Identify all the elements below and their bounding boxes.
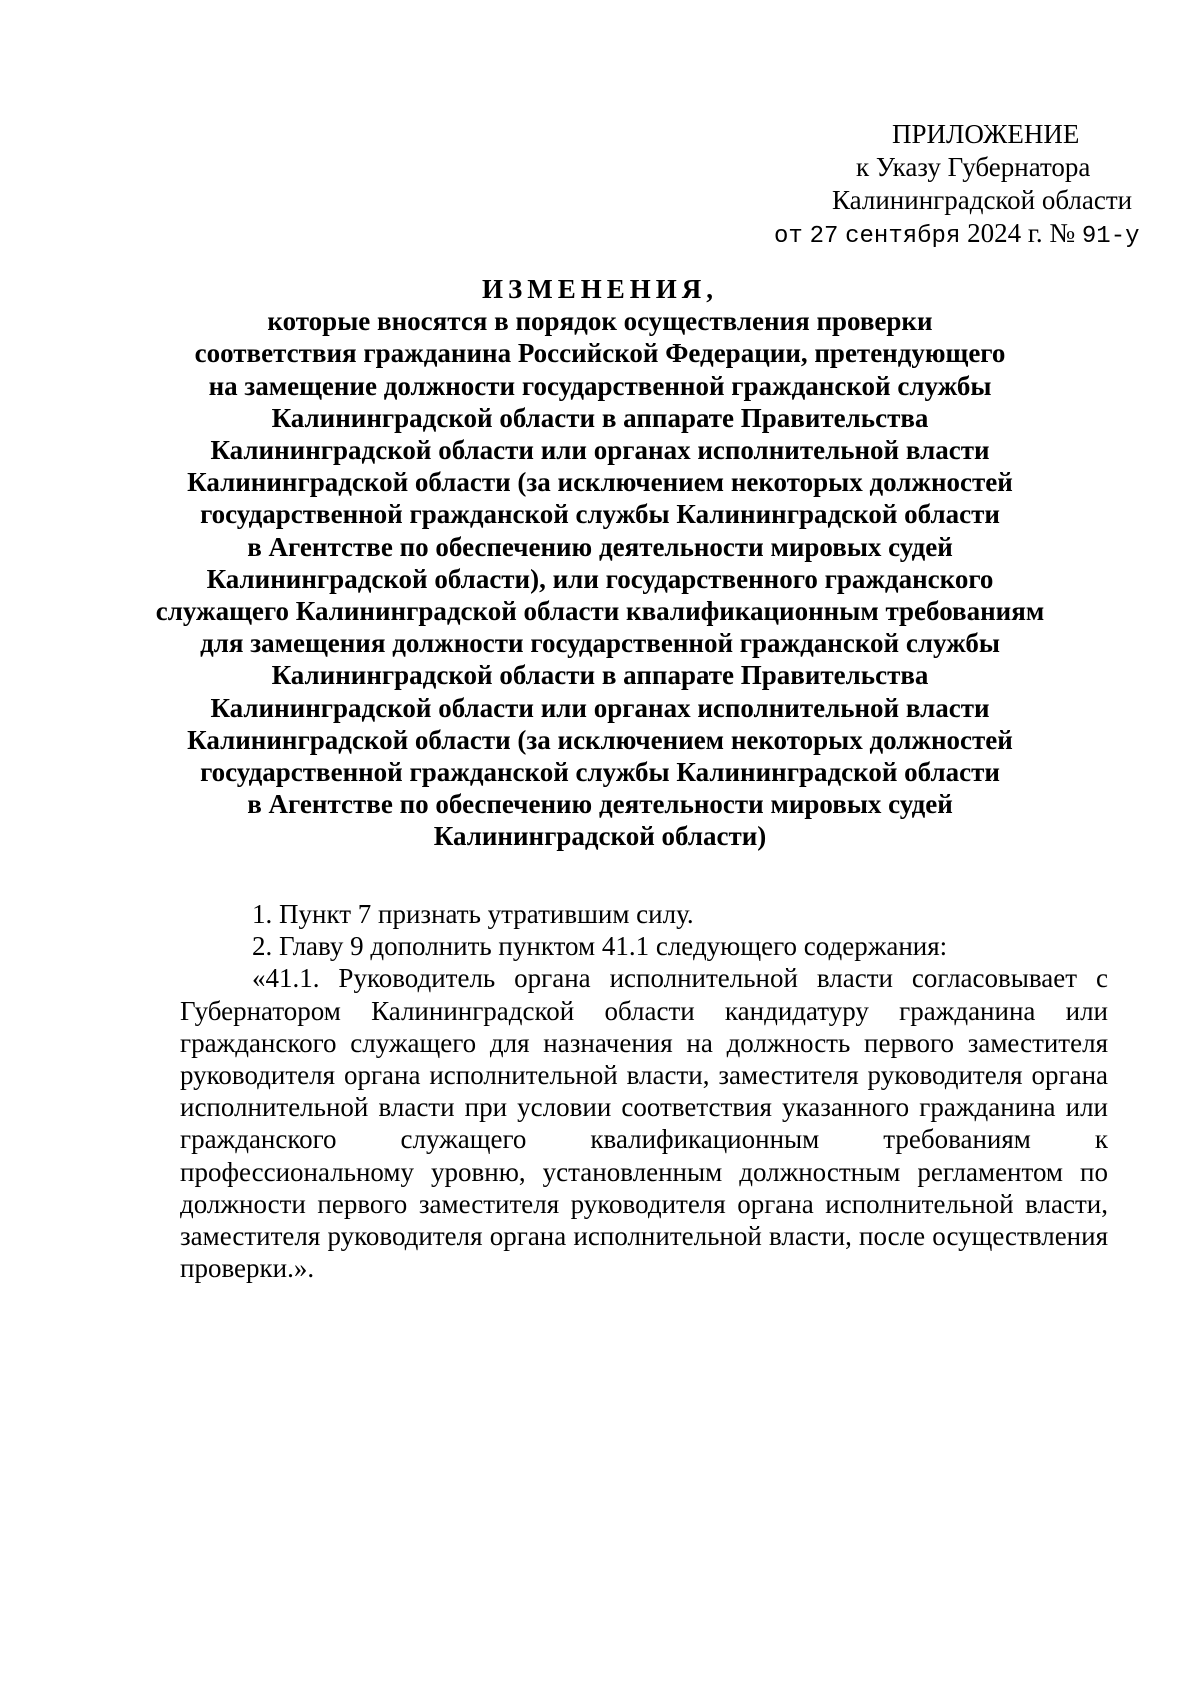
subtitle-line: Калининградской области (за исключением некоторых должностей <box>187 467 1013 498</box>
item-2: 2. Главу 9 дополнить пунктом 41.1 следующего содержания: <box>252 931 948 962</box>
subtitle-line: в Агентстве по обеспечению деятельности мировых судей <box>247 531 953 562</box>
subtitle-line: государственной гражданской службы Калининградской области <box>200 757 1000 788</box>
quote-line: заместителя руководителя органа исполнительной власти, после осуществления <box>180 1221 1108 1252</box>
date-year: 2024 г. № <box>967 218 1076 248</box>
appendix-date-line <box>760 217 1180 253</box>
quote-line: исполнительной власти при условии соответствия указанного гражданина или <box>180 1092 1108 1123</box>
subtitle-line: Калининградской области или органах исполнительной власти <box>210 692 990 723</box>
item-1: 1. Пункт 7 признать утратившим силу. <box>252 899 694 929</box>
appendix-title: ПРИЛОЖЕНИЕ <box>892 119 1080 149</box>
appendix-decree-line: к Указу Губернатора <box>856 152 1091 182</box>
document-body <box>180 898 1108 1284</box>
quote-line: Губернатором Калининградской области кандидатуру гражданина или <box>180 995 1108 1026</box>
subtitle-line: в Агентстве по обеспечению деятельности мировых судей <box>247 789 953 820</box>
subtitle-line: Калининградской области (за исключением некоторых должностей <box>187 724 1013 755</box>
subtitle-line: для замещения должности государственной гражданской службы <box>200 628 1000 659</box>
quote-line: профессиональному уровню, установленным должностным регламентом по <box>180 1156 1108 1187</box>
quote-line: гражданского служащего квалификационным требованиям к <box>180 1124 1108 1155</box>
subtitle-line: Калининградской области) <box>433 821 767 852</box>
quote-line: проверки.». <box>180 1253 315 1284</box>
subtitle-line: Калининградской области), или государственного гражданского <box>206 563 994 594</box>
document-heading: ИЗМЕНЕНИЯ, <box>481 274 718 304</box>
appendix-header <box>760 118 1180 253</box>
subtitle-line: Калининградской области в аппарате Правительства <box>271 660 929 691</box>
subtitle-line: служащего Калининградской области квалификационным требованиям <box>155 596 1045 627</box>
quote-line: «41.1. Руководитель органа исполнительной власти согласовывает с <box>252 963 1108 994</box>
subtitle-line: государственной гражданской службы Калининградской области <box>200 499 1000 530</box>
subtitle-line: соответствия гражданина Российской Федерации, претендующего <box>194 338 1006 369</box>
date-prefix: от <box>774 223 803 250</box>
subtitle-line: которые вносятся в порядок осуществления проверки <box>267 306 933 337</box>
document-title <box>120 273 1080 853</box>
subtitle-line: Калининградской области или органах исполнительной власти <box>210 435 990 466</box>
appendix-region-line: Калининградской области <box>832 185 1133 215</box>
quote-line: гражданского служащего для назначения на должность первого заместителя <box>180 1027 1108 1058</box>
decree-number: 91-у <box>1081 223 1140 250</box>
subtitle-line: на замещение должности государственной гражданской службы <box>208 370 992 401</box>
date-day: 27 <box>809 223 839 250</box>
date-month: сентября <box>845 223 961 250</box>
quote-line: должности первого заместителя руководителя органа исполнительной власти, <box>180 1188 1108 1219</box>
subtitle-line: Калининградской области в аппарате Правительства <box>271 402 929 433</box>
quote-line: руководителя органа исполнительной власти, заместителя руководителя органа <box>180 1060 1108 1091</box>
